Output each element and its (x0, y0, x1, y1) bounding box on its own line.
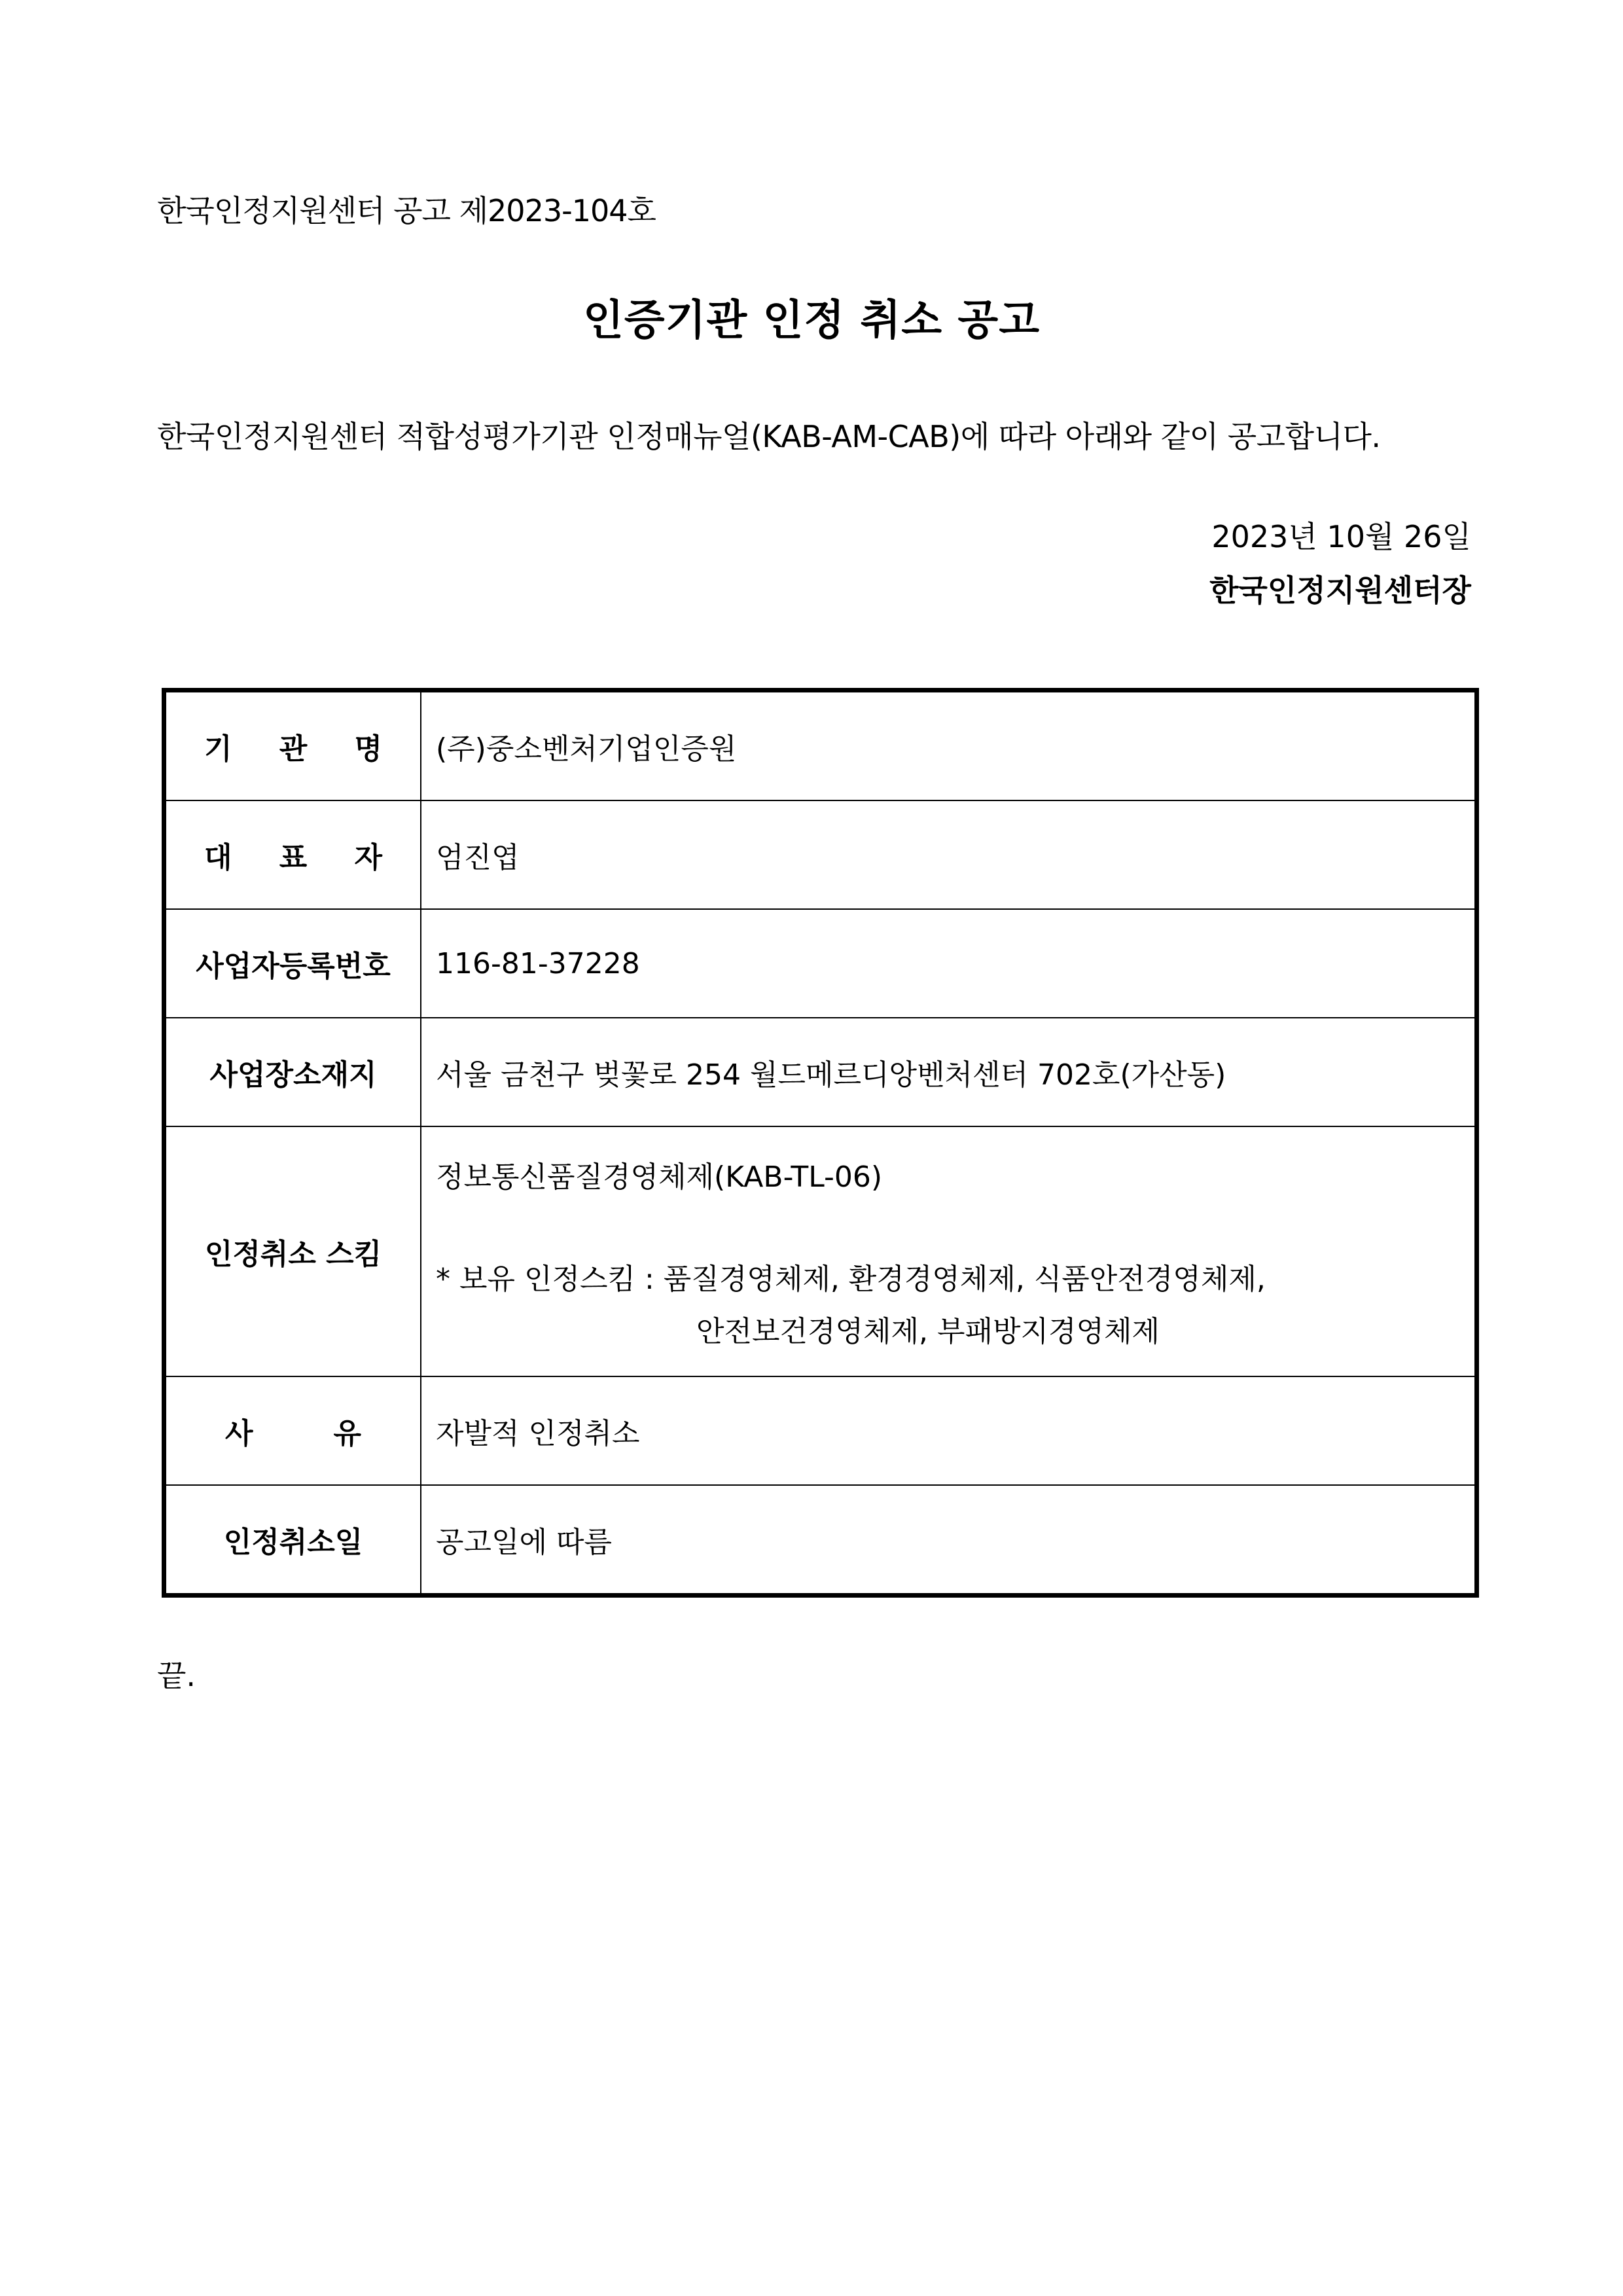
value-business-number: 116-81-37228 (421, 909, 1477, 1018)
label-address: 사업장소재지 (164, 1018, 421, 1126)
value-address: 서울 금천구 벚꽃로 254 월드메르디앙벤처센터 702호(가산동) (421, 1018, 1477, 1126)
held-schemes-list-1: 품질경영체제, 환경경영체제, 식품안전경영체제, (663, 1263, 1266, 1296)
label-revocation-date: 인정취소일 (164, 1485, 421, 1596)
held-schemes-line-1 (436, 1255, 1474, 1297)
label-char: 관 (279, 732, 308, 766)
label-char: 자 (354, 841, 382, 874)
label-char: 대 (204, 841, 232, 874)
label-char: 기 (204, 732, 232, 766)
label-revoked-scheme: 인정취소 스킴 (164, 1126, 421, 1376)
table-row-address (164, 1018, 1477, 1126)
label-organization-name (164, 691, 421, 801)
table-row-business-number (164, 909, 1477, 1018)
notice-number: 한국인정지원센터 공고 제2023-104호 (157, 193, 656, 228)
label-char: 유 (333, 1417, 361, 1450)
value-organization-name: (주)중소벤처기업인증원 (421, 691, 1477, 801)
label-char: 표 (279, 841, 308, 874)
table-row-reason (164, 1376, 1477, 1485)
notice-date: 2023년 10월 26일 (1211, 519, 1471, 554)
label-representative (164, 800, 421, 909)
end-mark: 끝. (157, 1658, 196, 1693)
issuer-name: 한국인정지원센터장 (1209, 573, 1471, 608)
label-char: 명 (354, 732, 382, 766)
label-char: 사 (225, 1417, 253, 1450)
table-row-representative (164, 800, 1477, 909)
held-schemes-list-2: 안전보건경영체제, 부패방지경영체제 (696, 1315, 1160, 1348)
label-reason (164, 1376, 421, 1485)
table-row-scheme (164, 1126, 1477, 1376)
value-reason: 자발적 인정취소 (421, 1376, 1477, 1485)
value-representative: 엄진엽 (421, 800, 1477, 909)
revocation-info-table (162, 688, 1479, 1598)
value-revoked-scheme (421, 1126, 1477, 1376)
revoked-scheme-name: 정보통신품질경영체제(KAB-TL-06) (436, 1160, 883, 1194)
table-row-organization (164, 691, 1477, 801)
table-row-revocation-date (164, 1485, 1477, 1596)
page-title: 인증기관 인정 취소 공고 (582, 296, 1041, 345)
label-business-number: 사업자등록번호 (164, 909, 421, 1018)
value-revocation-date: 공고일에 따름 (421, 1485, 1477, 1596)
held-schemes-prefix: * 보유 인정스킴 : (436, 1263, 664, 1296)
notice-body-text: 한국인정지원센터 적합성평가기관 인정매뉴얼(KAB-AM-CAB)에 따라 아래와 같이 공고합니다. (157, 419, 1381, 454)
